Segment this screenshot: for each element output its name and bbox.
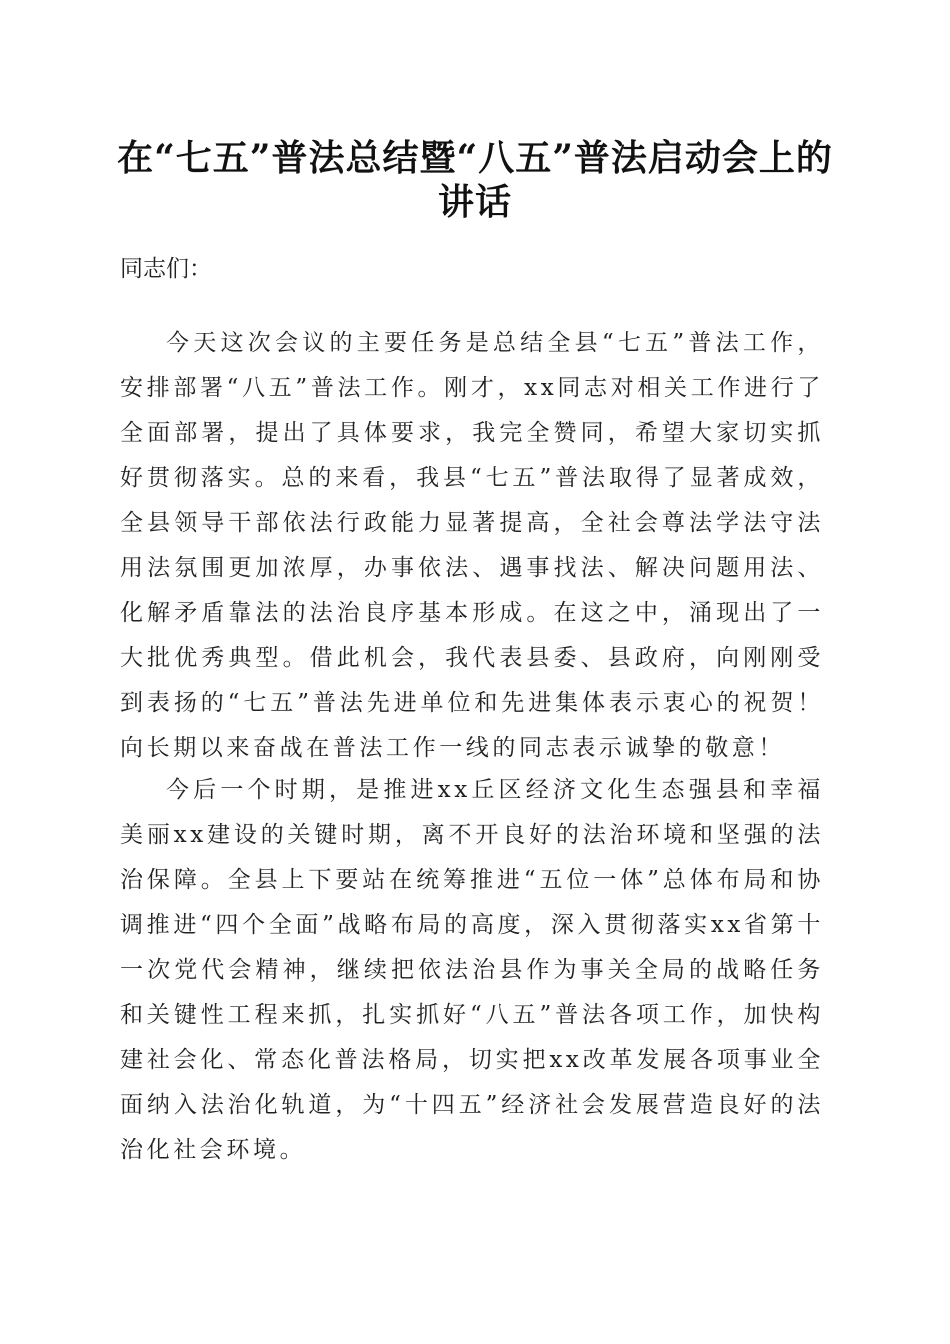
document-title: 在“七五”普法总结暨“八五”普法启动会上的讲话 [117, 137, 833, 223]
body-paragraph-1: 今天这次会议的主要任务是总结全县“七五”普法工作，安排部署“八五”普法工作。刚才，xx同志对相关工作进行了全面部署，提出了具体要求，我完全赞同，希望大家切实抓好贯彻落实。总的来看，我县“七五”普法取得了显著成效，全县领导干部依法行政能力显著提高，全社会尊法学法守法用法氛围更加浓厚，办事依法、遇事找法、解决问题用法、化解矛盾靠法的法治良序基本形成。在这之中，涌现出了一大批优秀典型。借此机会，我代表县委、县政府，向刚刚受到表扬的“七五”普法先进单位和先进集体表示衷心的祝贺！向长期以来奋战在普法工作一线的同志表示诚挚的敬意！ [120, 330, 824, 761]
salutation: 同志们： [120, 256, 212, 282]
body-paragraph-2: 今后一个时期，是推进xx丘区经济文化生态强县和幸福美丽xx建设的关键时期，离不开良好的法治环境和坚强的法治保障。全县上下要站在统筹推进“五位一体”总体布局和协调推进“四个全面”战略布局的高度，深入贯彻落实xx省第十一次党代会精神，继续把依法治县作为事关全局的战略任务和关键性工程来抓，扎实抓好“八五”普法各项工作，加快构建社会化、常态化普法格局，切实把xx改革发展各项事业全面纳入法治化轨道，为“十四五”经济社会发展营造良好的法治化社会环境。 [120, 777, 824, 1163]
